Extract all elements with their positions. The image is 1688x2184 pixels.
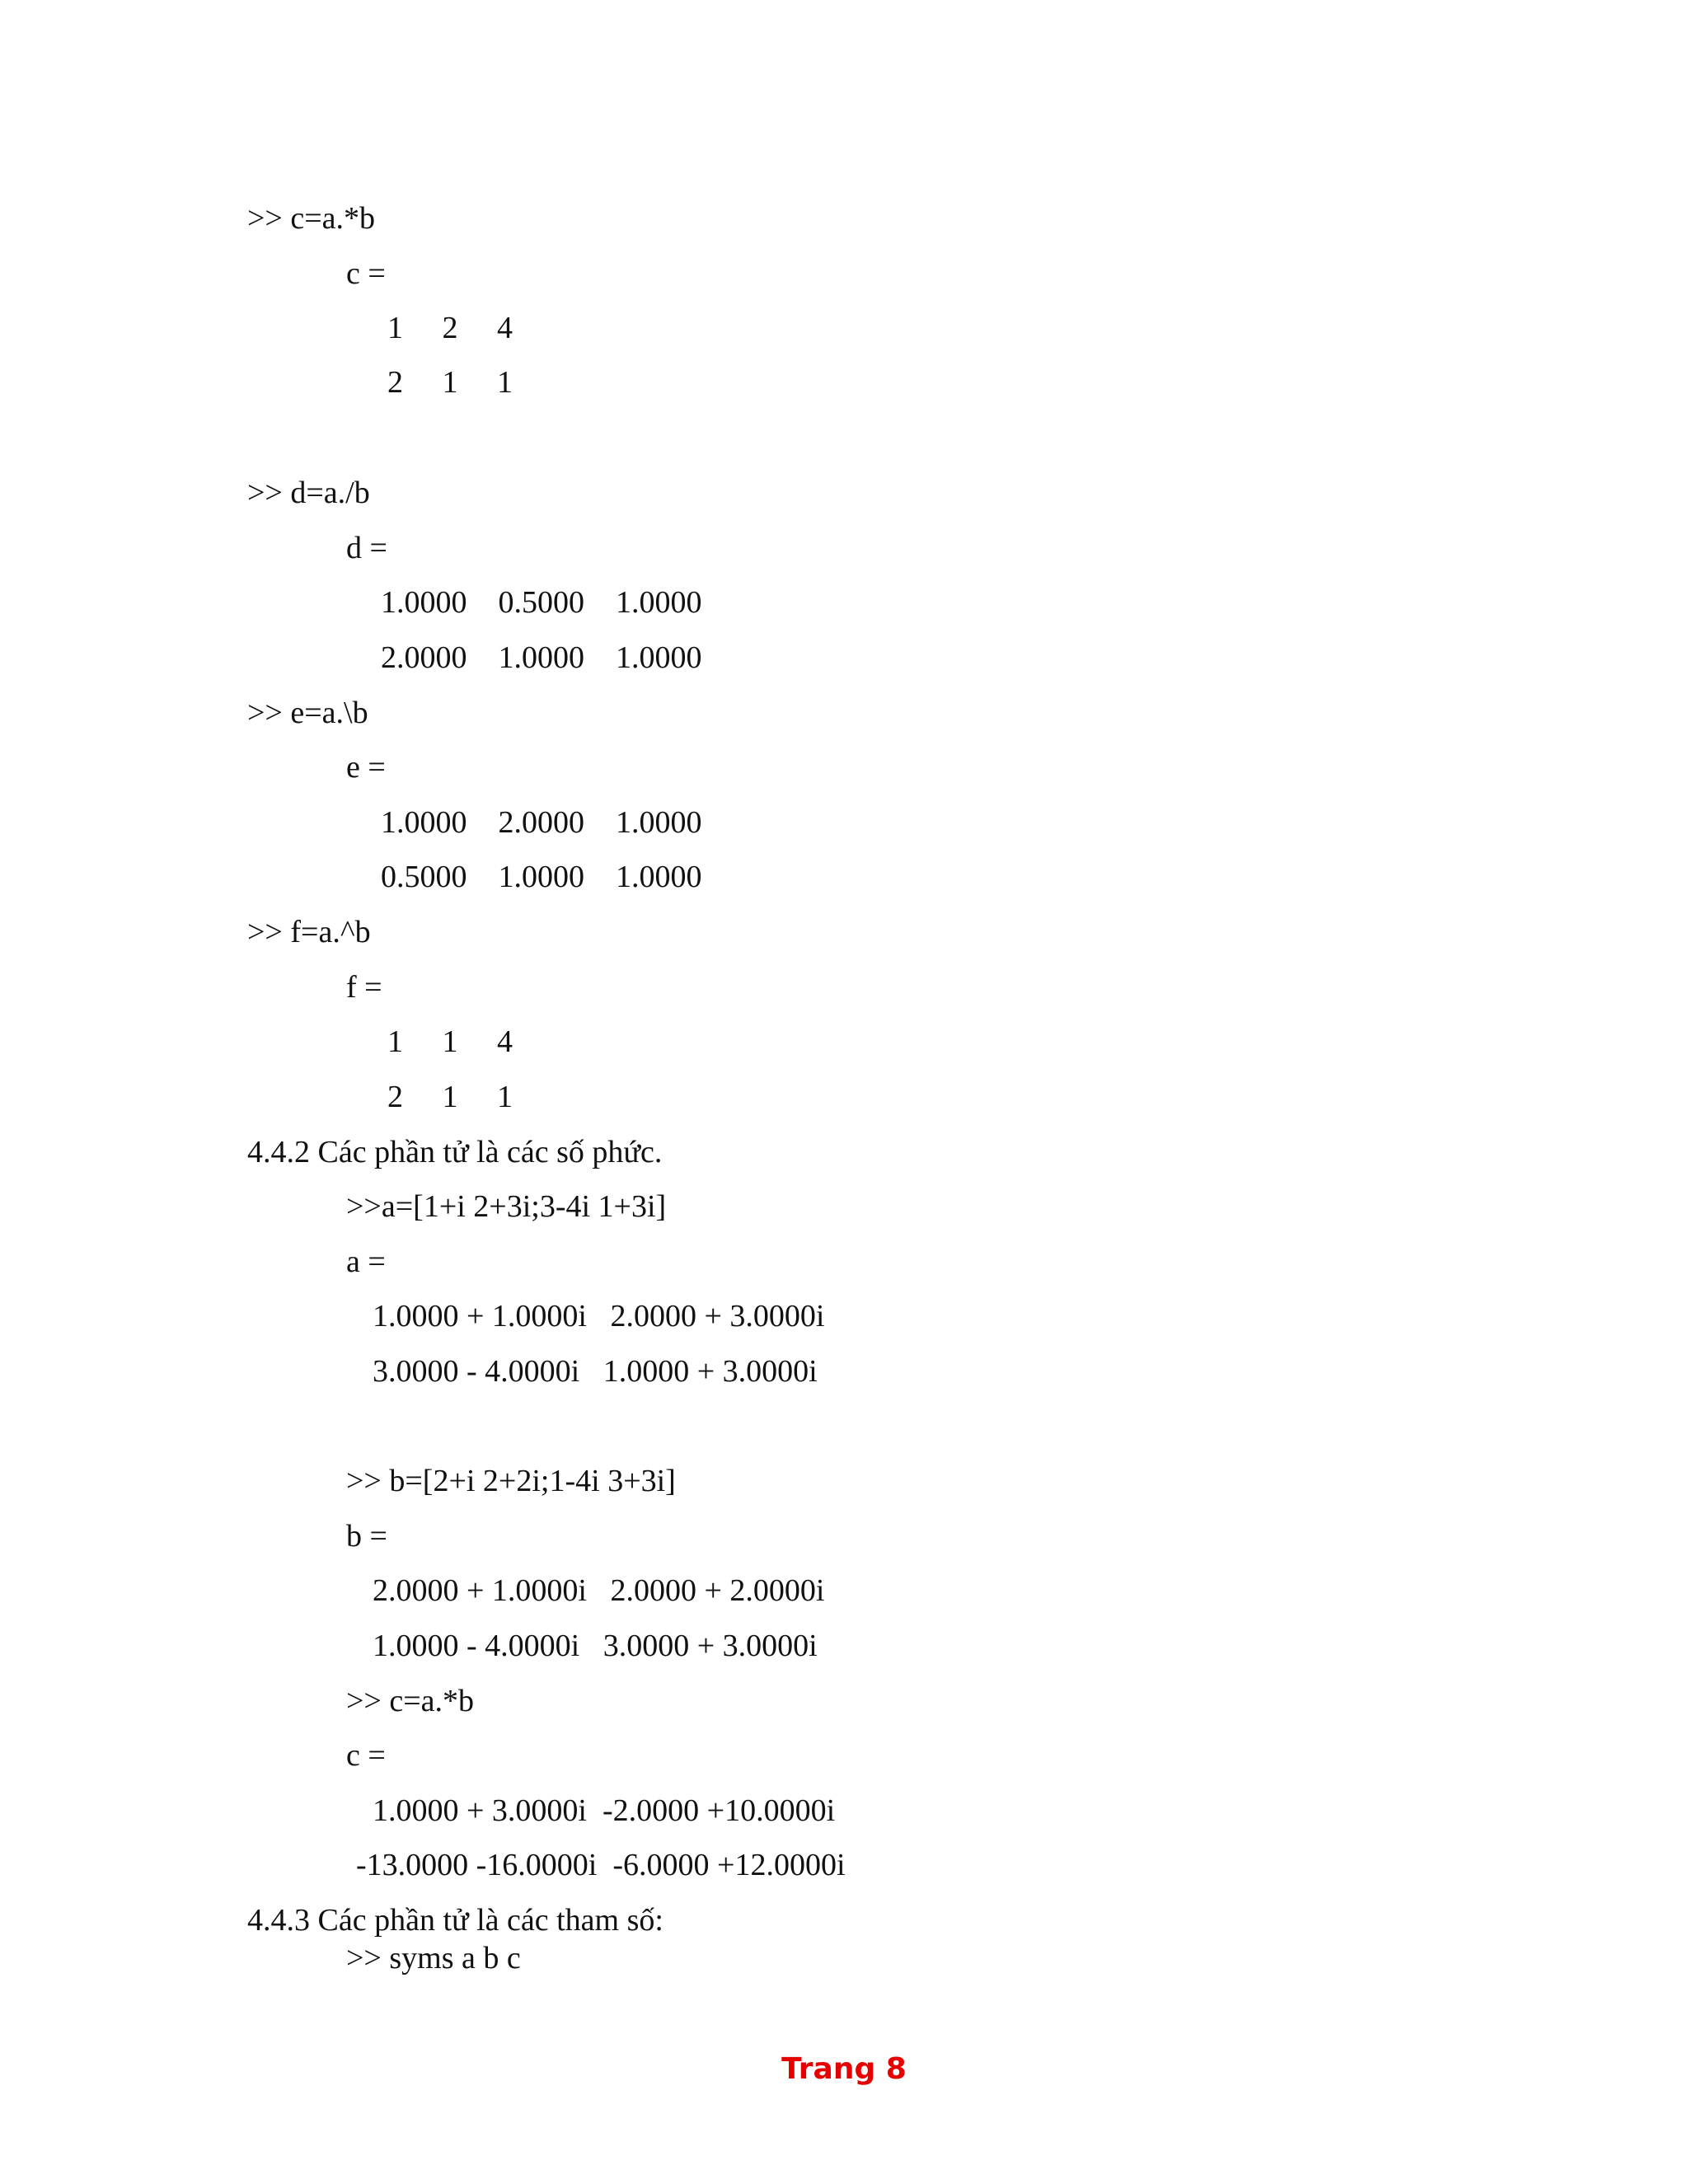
result-label: c = xyxy=(346,256,386,291)
matrix-row: 1.0000 0.5000 1.0000 xyxy=(381,585,702,620)
matrix-row: 1.0000 + 3.0000i -2.0000 +10.0000i xyxy=(373,1793,836,1828)
command-line: >> b=[2+i 2+2i;1-4i 3+3i] xyxy=(346,1464,676,1498)
result-label: e = xyxy=(346,750,386,785)
matrix-row: 1 2 4 xyxy=(387,311,513,345)
command-line: >>a=[1+i 2+3i;3-4i 1+3i] xyxy=(346,1189,667,1224)
matrix-row: 2 1 1 xyxy=(387,1080,513,1114)
command-line: >> c=a.*b xyxy=(247,201,376,236)
result-label: f = xyxy=(346,970,382,1005)
command-line: >> e=a.\b xyxy=(247,696,368,730)
result-label: c = xyxy=(346,1738,386,1773)
page-footer: Trang 8 xyxy=(781,2052,907,2086)
result-label: d = xyxy=(346,531,387,565)
matrix-row: 1.0000 2.0000 1.0000 xyxy=(381,805,702,840)
command-line: >> c=a.*b xyxy=(346,1684,475,1718)
result-label: a = xyxy=(346,1244,386,1279)
matrix-row: -13.0000 -16.0000i -6.0000 +12.0000i xyxy=(356,1848,846,1882)
matrix-row: 2.0000 + 1.0000i 2.0000 + 2.0000i xyxy=(373,1573,825,1608)
matrix-row: 3.0000 - 4.0000i 1.0000 + 3.0000i xyxy=(373,1354,818,1389)
matrix-row: 2 1 1 xyxy=(387,365,513,400)
result-label: b = xyxy=(346,1519,387,1554)
matrix-row: 1.0000 + 1.0000i 2.0000 + 3.0000i xyxy=(373,1299,825,1333)
command-line: >> syms a b c xyxy=(346,1941,521,1975)
section-heading: 4.4.2 Các phần tử là các số phức. xyxy=(247,1135,663,1169)
matrix-row: 2.0000 1.0000 1.0000 xyxy=(381,640,702,675)
matrix-row: 1.0000 - 4.0000i 3.0000 + 3.0000i xyxy=(373,1629,818,1663)
matrix-row: 0.5000 1.0000 1.0000 xyxy=(381,860,702,894)
command-line: >> f=a.^b xyxy=(247,915,371,949)
command-line: >> d=a./b xyxy=(247,476,370,510)
matrix-row: 1 1 4 xyxy=(387,1024,513,1059)
section-heading: 4.4.3 Các phần tử là các tham số: xyxy=(247,1903,663,1938)
